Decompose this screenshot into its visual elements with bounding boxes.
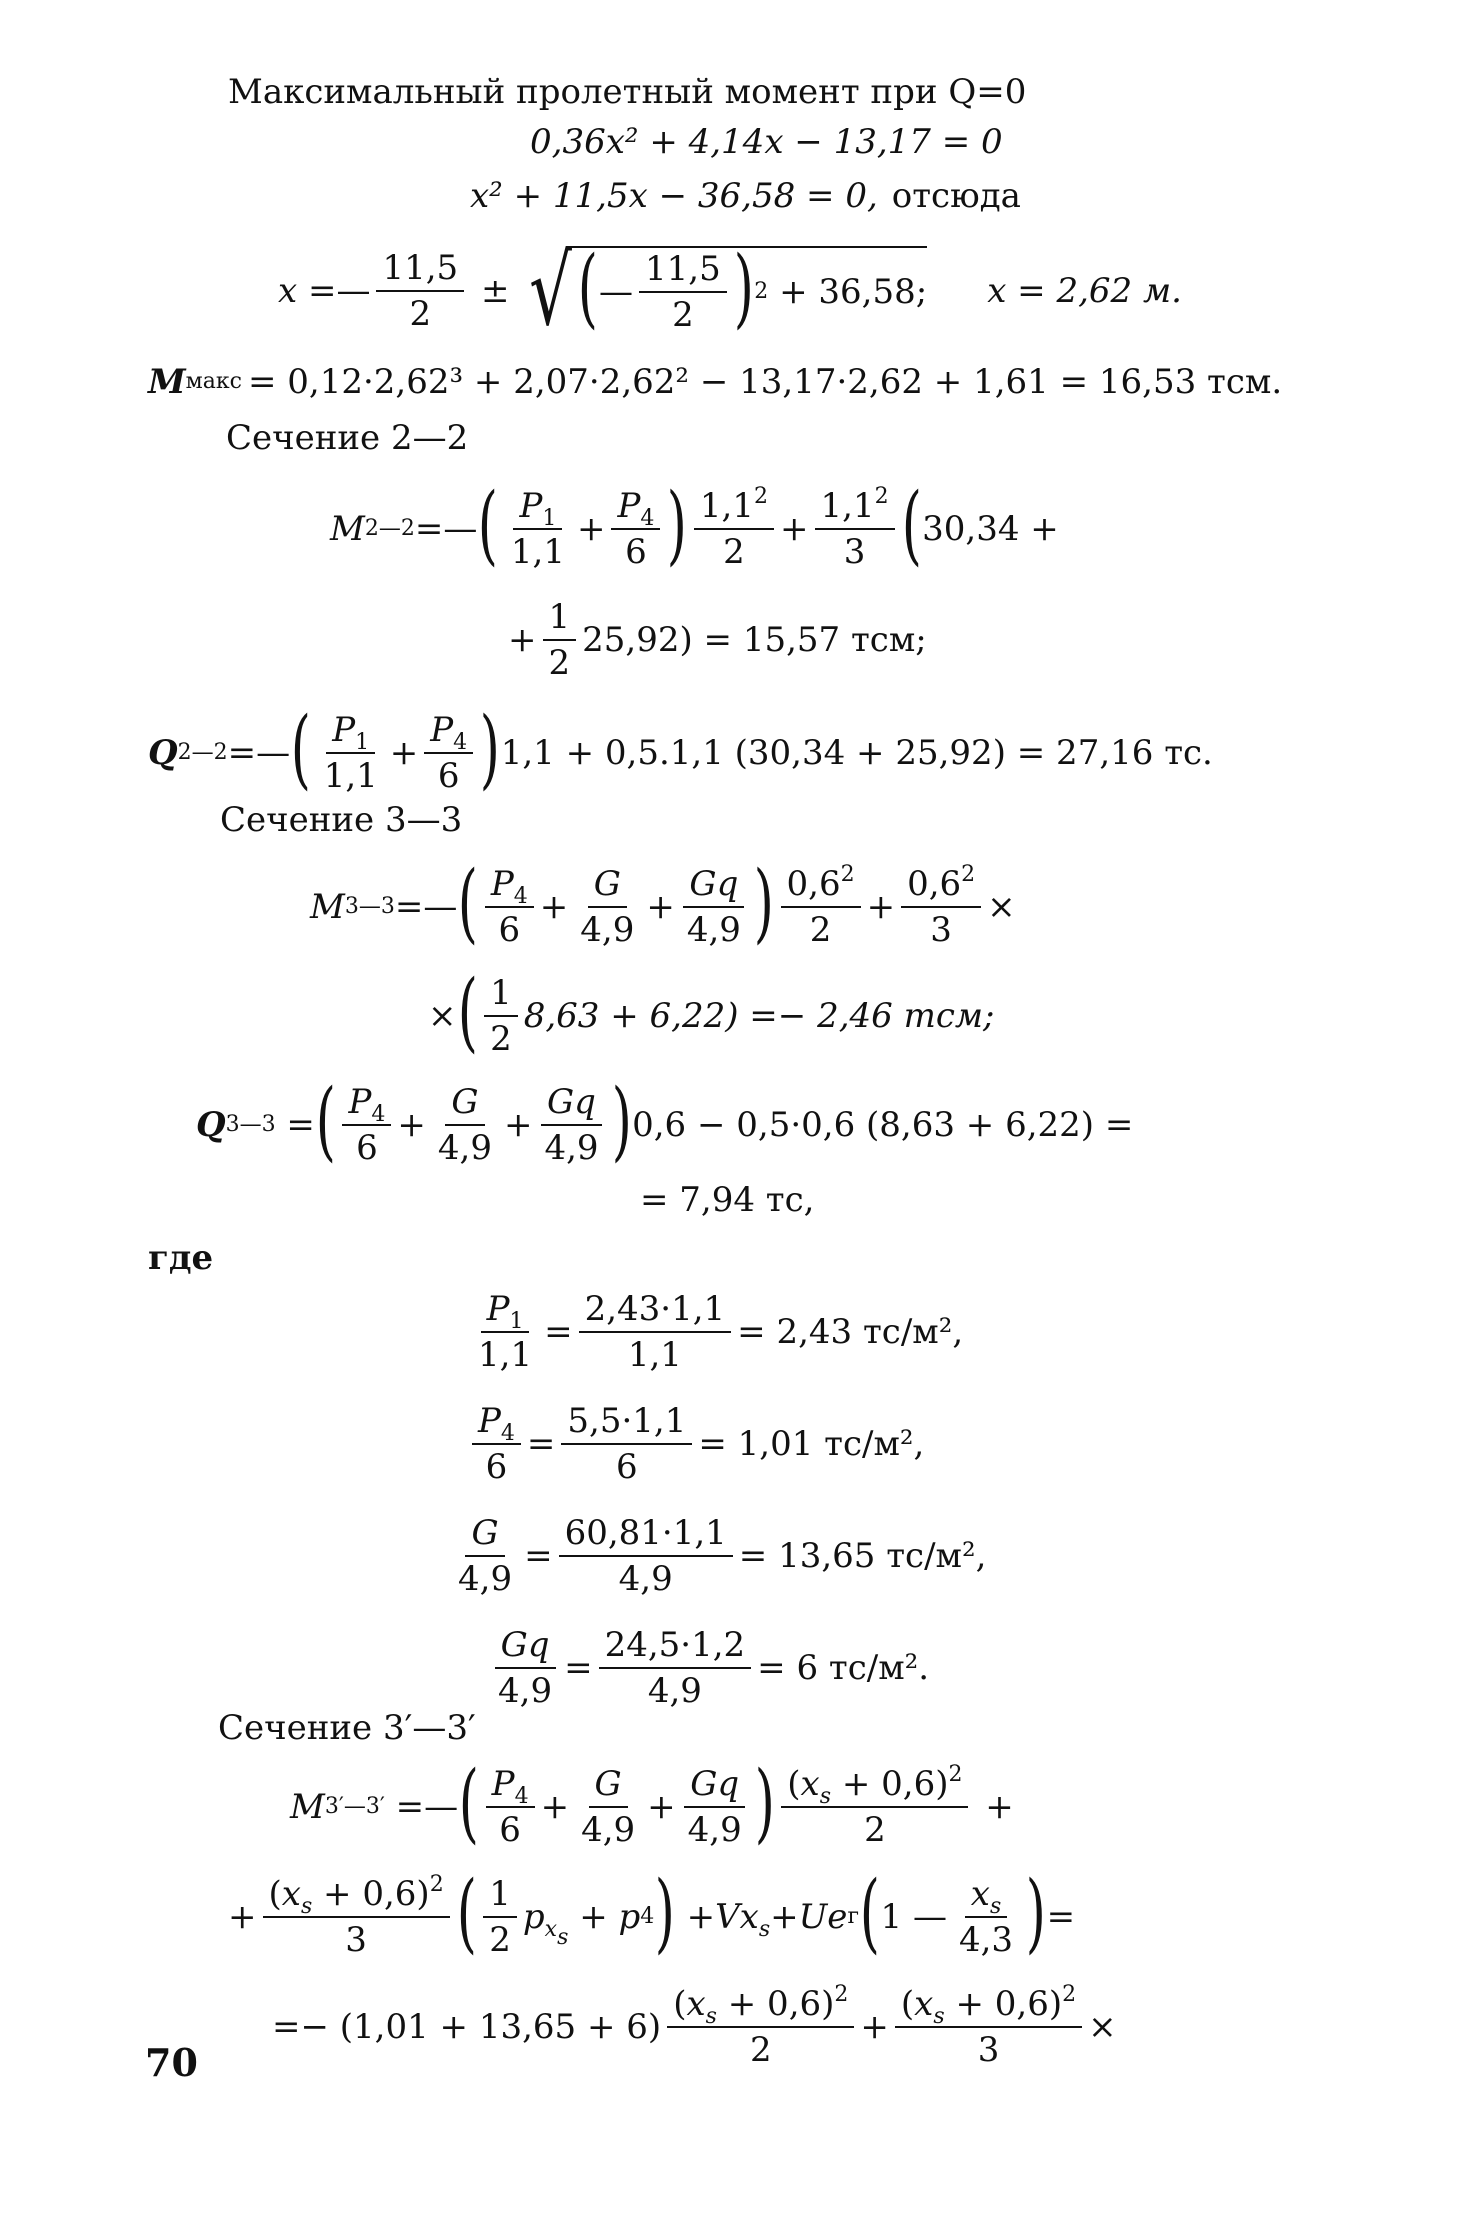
definition-p1: $\frac{P_1}{1,1}$ = $\frac{2,43\cdot 1,1}{1,1}$ = 2,43 тс/м², — [478, 1289, 964, 1375]
page-number-text: 70 — [145, 2040, 198, 2085]
gq-result: = 6 тс/м². — [757, 1648, 930, 1688]
intro-sentence: Максимальный пролетный момент при Q=0 — [228, 72, 1027, 112]
section-title: Сечение 2—2 — [226, 418, 469, 458]
root-value: x = 2,62 м. — [987, 271, 1182, 311]
section-heading-3p — [218, 1708, 476, 1748]
m33-result: 8,63 + 6,22) =− 2,46 тсм; — [523, 996, 995, 1036]
equation-m3p-final: =− (1,01 + 13,65 + 6) $\frac{(x_s + 0,6)^2}{2}$ + $\frac{(x_s + 0,6)^2}{3}$ × — [272, 1982, 1117, 2070]
equation-m3p: M 3′—3′ =— ( $\frac{P_4}{6}$ + $\frac{G}{4,9}$ + $\frac{Gq}{4,9}$ ) $\frac{(x_s + 0,6)^2}{2}$ + — [290, 1753, 1014, 1853]
q33-result: = 7,94 тс, — [640, 1180, 815, 1220]
equation-mmax: M макс = 0,12·2,62³ + 2,07·2,62² − 13,17·2,62 + 1,61 = 16,53 тсм. — [148, 362, 1283, 402]
p1-result: = 2,43 тс/м², — [737, 1312, 964, 1352]
definition-gq: $\frac{Gq}{4,9}$ = $\frac{24,5\cdot 1,2}{4,9}$ = 6 тс/м². — [486, 1618, 929, 1718]
m22-result: 25,92) = 15,57 тсм; — [582, 620, 927, 660]
word-hence: отсюда — [891, 176, 1021, 216]
equation-text: x² + 11,5x − 36,58 = 0, — [470, 176, 878, 216]
equation-quadratic — [530, 122, 1003, 162]
section-title: Сечение 3—3 — [220, 800, 463, 840]
sqrt-symbol: √ ( — $\frac{11,5}{2}$ ) 2 + 36,58; — [529, 235, 928, 347]
equation-m22: M 2—2 =— ( $\frac{P_1}{1,1}$ + $\frac{P_4}{6}$ ) $\frac{1,1^2}{2}$ + $\frac{1,1^2}{3}$ ( 30,34 + — [330, 475, 1059, 575]
equation-m33: M 3—3 =— ( $\frac{P_4}{6}$ + $\frac{G}{4,9}$ + $\frac{Gq}{4,9}$ ) $\frac{0,6^2}{2}$ + $\frac{0,6^2}{3}$ × — [310, 853, 1016, 953]
definition-g: $\frac{G}{4,9}$ = $\frac{60,81\cdot 1,1}{4,9}$ = 13,65 тс/м², — [458, 1513, 987, 1599]
equation-m33-cont: × ( $\frac{1}{2}$ 8,63 + 6,22) =− 2,46 тсм; — [428, 962, 995, 1062]
equation-m3p-cont: + $\frac{(x_s + 0,6)^2}{3}$ ( $\frac{1}{2}$ $p_{x_s}$ + p 4 ) + $Vx_s$ + Ue г ( 1 — $\frac{x_s}{4,3}$ ) = — [228, 1863, 1076, 1963]
equation-q33-result — [640, 1180, 814, 1220]
page-number — [145, 2040, 198, 2085]
intro-text — [228, 72, 1026, 112]
equation-m22-cont: + $\frac{1}{2}$ 25,92) = 15,57 тсм; — [508, 597, 927, 683]
q22-expression: 1,1 + 0,5.1,1 (30,34 + 25,92) = 27,16 тс. — [500, 733, 1213, 773]
equation-text: 0,36x² + 4,14x − 13,17 = 0 — [530, 122, 1003, 162]
where-word — [148, 1238, 213, 1278]
equation-q22: Q 2—2 =— ( $\frac{P_1}{1,1}$ + $\frac{P_4}{6}$ ) 1,1 + 0,5.1,1 (30,34 + 25,92) = 27,16 тс. — [148, 699, 1213, 799]
section-title: Сечение 3′—3′ — [218, 1708, 476, 1748]
equation-q33: Q 3—3 = ( $\frac{P_4}{6}$ + $\frac{G}{4,9}$ + $\frac{Gq}{4,9}$ ) 0,6 − 0,5·0,6 (8,63 + 6,22) = — [196, 1071, 1134, 1171]
q33-expression: 0,6 − 0,5·0,6 (8,63 + 6,22) = — [632, 1105, 1134, 1145]
equation-root: x =— $\frac{11,5}{2}$ ± √ ( — $\frac{11,5}{2}$ ) 2 + 36,58; x = 2,62 м. — [278, 235, 1182, 347]
mmax-expression: = 0,12·2,62³ + 2,07·2,62² − 13,17·2,62 + 1,61 = 16,53 тсм. — [247, 362, 1283, 402]
section-heading-3-3 — [220, 800, 462, 840]
definition-p4: $\frac{P_4}{6}$ = $\frac{5,5\cdot 1,1}{6}$ = 1,01 тс/м², — [466, 1394, 924, 1494]
final-expression: =− (1,01 + 13,65 + 6) — [272, 2007, 662, 2047]
where-text: где — [148, 1238, 214, 1278]
g-result: = 13,65 тс/м², — [738, 1536, 987, 1576]
equation-reduced — [470, 176, 1021, 216]
section-heading-2-2 — [226, 418, 468, 458]
p4-result: = 1,01 тс/м², — [698, 1424, 925, 1464]
